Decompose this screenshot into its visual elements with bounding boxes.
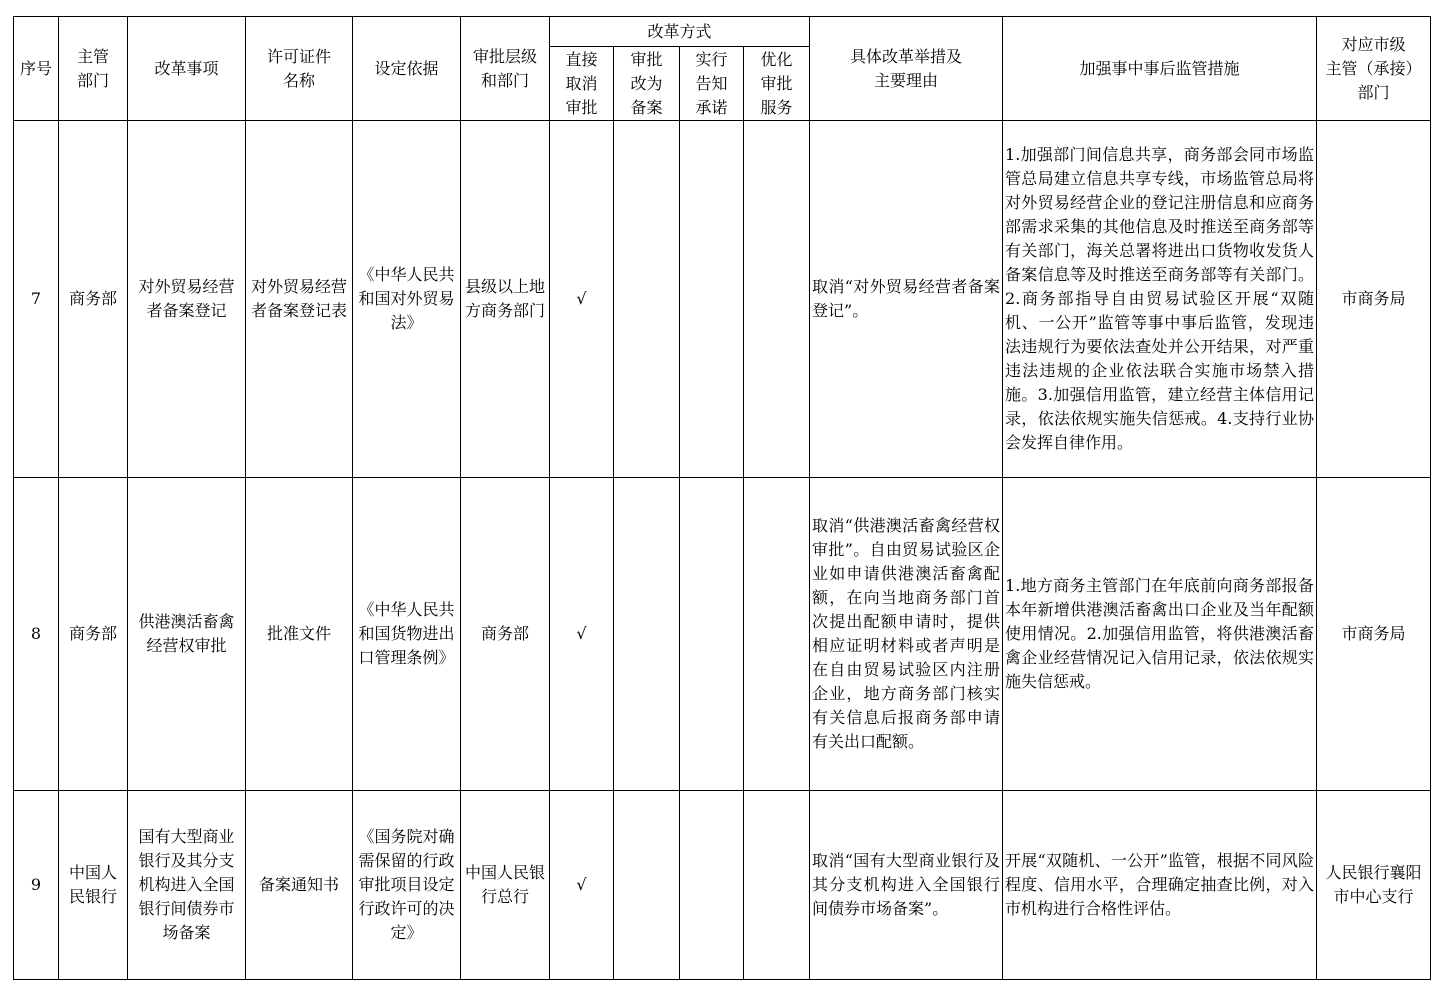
cell-level: 中国人民银行总行 (461, 790, 550, 979)
cell-city-dept: 市商务局 (1317, 478, 1431, 790)
cell-optimize-mark (744, 790, 810, 979)
cell-supervision: 1.加强部门间信息共享，商务部会同市场监管总局建立信息共享专线，市场监管总局将对外贸易经营企业的登记注册信息和应商务部需求采集的其他信息及时推送至商务部等有关部门，海关总署将进出口货物收发货人备案信息等及时推送至商务部等有关部门。2.商务部指导自由贸易试验区开展“双随机、一公开”监管等事中事后监管，发现违法违规行为要依法查处并公开结果，对严重违法违规的企业依法联合实施市场禁入措施。3.加强信用监管，建立经营主体信用记录，依法依规实施失信惩戒。4.支持行业协会发挥自律作用。 (1003, 121, 1317, 478)
header-license: 许可证件 名称 (246, 17, 353, 121)
cell-commit-mark (680, 121, 744, 478)
header-mode-optimize: 优化 审批 服务 (744, 47, 810, 121)
cell-supervision: 开展“双随机、一公开”监管，根据不同风险程度、信用水平，合理确定抽查比例，对入市机构进行合格性评估。 (1003, 790, 1317, 979)
header-item: 改革事项 (128, 17, 246, 121)
header-seq: 序号 (14, 17, 59, 121)
cell-license: 备案通知书 (246, 790, 353, 979)
cell-supervision: 1.地方商务主管部门在年底前向商务部报备本年新增供港澳活畜禽出口企业及当年配额使用情况。2.加强信用监管，将供港澳活畜禽企业经营情况记入信用记录，依法依规实施失信惩戒。 (1003, 478, 1317, 790)
table-row (14, 121, 1431, 478)
table-row (14, 478, 1431, 790)
header-level: 审批层级 和部门 (461, 17, 550, 121)
header-dept: 主管 部门 (59, 17, 128, 121)
header-city-dept: 对应市级 主管（承接） 部门 (1317, 17, 1431, 121)
cell-commit-mark (680, 478, 744, 790)
cell-record-mark (614, 790, 680, 979)
cell-optimize-mark (744, 478, 810, 790)
header-mode-record: 审批 改为 备案 (614, 47, 680, 121)
cell-license: 批准文件 (246, 478, 353, 790)
header-reform-mode: 改革方式 (550, 17, 810, 47)
header-mode-cancel: 直接 取消 审批 (550, 47, 614, 121)
cell-cancel-mark: √ (550, 121, 614, 478)
cell-city-dept: 市商务局 (1317, 121, 1431, 478)
cell-cancel-mark: √ (550, 790, 614, 979)
cell-dept: 商务部 (59, 478, 128, 790)
cell-dept: 中国人民银行 (59, 790, 128, 979)
cell-level: 商务部 (461, 478, 550, 790)
cell-license: 对外贸易经营者备案登记表 (246, 121, 353, 478)
cell-city-dept: 人民银行襄阳市中心支行 (1317, 790, 1431, 979)
cell-seq: 7 (14, 121, 59, 478)
header-supervision: 加强事中事后监管措施 (1003, 17, 1317, 121)
cell-seq: 9 (14, 790, 59, 979)
cell-commit-mark (680, 790, 744, 979)
cell-dept: 商务部 (59, 121, 128, 478)
cell-seq: 8 (14, 478, 59, 790)
cell-level: 县级以上地方商务部门 (461, 121, 550, 478)
cell-basis: 《国务院对确需保留的行政审批项目设定行政许可的决定》 (353, 790, 461, 979)
header-basis: 设定依据 (353, 17, 461, 121)
reform-table (13, 16, 1431, 980)
table-row (14, 790, 1431, 979)
cell-reason: 取消“国有大型商业银行及其分支机构进入全国银行间债券市场备案”。 (810, 790, 1003, 979)
cell-record-mark (614, 478, 680, 790)
cell-record-mark (614, 121, 680, 478)
cell-reason: 取消“对外贸易经营者备案登记”。 (810, 121, 1003, 478)
cell-basis: 《中华人民共和国货物进出口管理条例》 (353, 478, 461, 790)
cell-basis: 《中华人民共和国对外贸易法》 (353, 121, 461, 478)
header-mode-commit: 实行 告知 承诺 (680, 47, 744, 121)
cell-optimize-mark (744, 121, 810, 478)
header-reason: 具体改革举措及 主要理由 (810, 17, 1003, 121)
cell-reason: 取消“供港澳活畜禽经营权审批”。自由贸易试验区企业如申请供港澳活畜禽配额，在向当地商务部门首次提出配额申请时，提供相应证明材料或者声明是在自由贸易试验区内注册企业，地方商务部门核实有关信息后报商务部申请有关出口配额。 (810, 478, 1003, 790)
cell-item: 供港澳活畜禽经营权审批 (128, 478, 246, 790)
cell-item: 对外贸易经营者备案登记 (128, 121, 246, 478)
cell-cancel-mark: √ (550, 478, 614, 790)
cell-item: 国有大型商业银行及其分支机构进入全国银行间债券市场备案 (128, 790, 246, 979)
